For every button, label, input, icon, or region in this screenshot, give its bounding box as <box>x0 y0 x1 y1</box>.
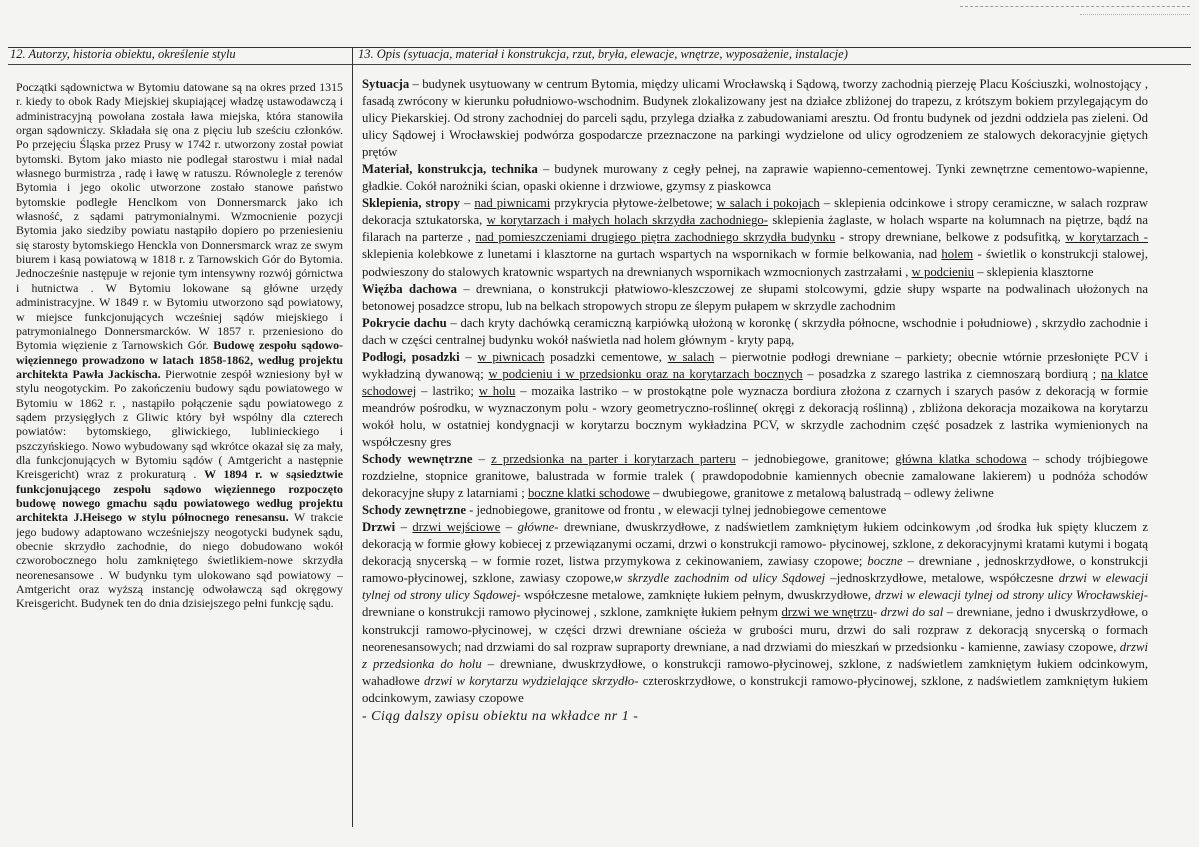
continuation-note: - Ciąg dalszy opisu obiektu na wkładce nr 1 - <box>362 708 639 724</box>
header-divider <box>353 64 1191 65</box>
desc-exterior-stairs: Schody zewnętrzne - jednobiegowe, granitowe od frontu , w elewacji tylnej jednobiegowe cementowe <box>362 503 887 518</box>
scan-artifact <box>1080 14 1190 15</box>
history-paragraph: W trakcie jego budowy adaptowano wcześniejszy neogotycki budynek sądu, obecnie skrzydło zachodnie, do niego dobudowano wokół czworobocznego holu zamkniętego świetlikiem-nowe skrzydła neorenesansowe . W budynku tym ulokowano sąd powiatowy –Amtgericht oraz wyższą instancję odwoławczą sąd okręgowy Kreisgericht. Budynek ten do dnia dzisiejszego pełni funkcję sądu. <box>16 510 343 611</box>
history-bold-paragraph: Budowę zespołu sądowo- więziennego prowadzono w latach 1858-1862, według projektu architekta Pawła Jackischa. <box>16 338 343 381</box>
history-paragraph: Początki sądownictwa w Bytomiu datowane są na okres przed 1315 r. kiedy to obok Rady Miejskiej skupiającej władzę ustawodawczą i administracyjną powołana została ława miejska, która stanowiła organ sądowniczy. Składała się ona z pięciu lub sześciu członków. Po przejęciu Śląska przez Prusy w 1742 r. utworzony został powiat bytomski. Bytom jako miasto nie podlegał starostwu i miał nadal własnego burmistrza , radę i ławę w ratuszu. Równolegle z terenów Bytomia i jego okolic utworzone zostało stanowe państwo bytomskie podległe Henclkom von Donnersmarck jako ich własność, z sądami patrymonialnymi. Wzmocnienie pozycji Bytomia jako siedziby powiatu nastąpiło dopiero po przeniesieniu się starosty bytomskiego Henckla von Donnersmarck wraz ze swym biurem i kasą powiatową w 1818 r. z Tarnowskich Gór do Bytomia. Jednocześnie następuje w rejonie tym intensywny rozwój górnictwa i hutnictwa . W Bytomiu lokowane są główne urzędy administracyjne. W 1849 r. w Bytomiu utworzono sąd powiatowy, w miejsce funkcjonujących wcześniej sądów miejskiego i patrymonialnego Donnersmarcków. W 1857 r. przeniesiono do Bytomia więzienie z Tarnowskich Gór. <box>16 80 343 353</box>
desc-vaults: Sklepienia, stropy – nad piwnicami przykrycia płytowe-żelbetowe; w salach i pokojach – sklepienia odcinkowe i stropy ceramiczne, w salach rozpraw dekoracja sztukatorska, w korytarzach i małych holach skrzydła zachodniego- sklepienia żaglaste, w holach wsparte na kolumnach na piętrze, bądź na filarach na parterze , nad pomieszczeniami drugiego piętra zachodniego skrzydła budynku - stropy drewniane, belkowe z podsufitką, w korytarzach - sklepienia kolebkowe z lunetami i klasztorne na gurtach wspartych na wspornikach w formie belkowania, nad holem - świetlik o konstrukcji stalowej, podwieszony do stalowych kratownic wspartych na drewnianych wspornikach wzmocnionych zastrzałami , w podcieniu – sklepienia klasztorne <box>362 196 1148 279</box>
section-12-header: 12. Autorzy, historia obiektu, określenie stylu <box>10 47 236 61</box>
section-13-header: 13. Opis (sytuacja, materiał i konstrukcja, rzut, bryła, elewacje, wnętrze, wyposażenie, instalacje) <box>358 47 848 61</box>
desc-interior-stairs: Schody wewnętrzne – z przedsionka na parter i korytarzach parteru – jednobiegowe, granitowe; główna klatka schodowa – schody trójbiegowe rozdzielne, stopnice granitowe, balustrada w formie tralek ( prawdopodobnie kamiennych obecnie zamalowane lakierem) u podnóża schodów dekoracyjne słupy z latarniami ; boczne klatki schodowe – dwubiegowe, granitowe z metalową balustradą – odlewy żeliwne <box>362 452 1148 501</box>
desc-roofing: Pokrycie dachu – dach kryty dachówką ceramiczną karpiówką ułożoną w koronkę ( skrzydła północne, wschodnie i południowe) , skrzydło zachodnie i dach w części centralnej budynku wokół naświetla nad holem głównym - kryty papą, <box>362 315 1148 347</box>
desc-floors: Podłogi, posadzki – w piwnicach posadzki cementowe, w salach – pierwotnie podłogi drewniane – parkiety; obecnie wtórnie przesłonięte PCV i wykładziną dywanową; w podcieniu i w przedsionku oraz na korytarzach bocznych – posadzka z szarego lastrika z ciemnoszarą bordiurą ; na klatce schodowej – lastriko; w holu – mozaika lastriko – w prostokątne pole wyznacza bordiura złożona z czarnych i szarych pasów z dekoracją w formie meandrów pośrodku, w wyznaczonym polu - wzory geometryczno-roślinne( okręgi z dekoracją roślinną) , zbliżona dekoracja mozaikowa na korytarzu wokół holu, w ostatniej kondygnacji w korytarzu bocznym wykładzina PCV, w skrzydle zachodnim część posadzek z lastrika wymienionych na współczesny gres <box>362 349 1148 449</box>
desc-situation: Sytuacja – budynek usytuowany w centrum Bytomia, między ulicami Wrocławską i Sądową, tworzy zachodnią pierzeję Placu Kościuszki, wolnostojący , fasadą zwrócony w kierunku południowo-wschodnim. Budynek zlokalizowany jest na działce zbliżonej do trapezu, z krótszym bokiem przylegającym do ulicy Piekarskiej. Od strony zachodniej do parceli sądu, przylega działka z zabudowaniami aresztu. Od frontu budynek od jezdni oddziela pas zieleni. Od ulicy Sądowej i Wrocławskiej podwórza gospodarcze przeznaczone na parkingi wydzielone od ulicy ogrodzeniem ze stalowych dekoracyjnie giętych prętów <box>362 77 1148 160</box>
desc-roof-truss: Więźba dachowa – drewniana, o konstrukcji płatwiowo-kleszczowej ze słupami stolcowymi, gdzie słupy wsparte na podwalinach ułożonych na betonowej posadzce stropu, lub na belkach stropowych stropu ze ślepym pułapem w skrzydle zachodnim <box>362 281 1148 313</box>
description-text <box>362 76 1148 828</box>
header-divider <box>8 64 352 65</box>
scan-artifact <box>960 6 1190 7</box>
column-divider <box>352 47 353 827</box>
history-paragraph: Pierwotnie zespół wzniesiony był w stylu neogotyckim. Po zakończeniu budowy sądu powiatowego w Bytomiu w 1862 r. , nastąpiło połączenie sądu powiatowego z sądem przysięgłych z Gliwic który był wspólny dla czterech powiatów: bytomskiego, gliwickiego, lublinieckiego i pszczyńskiego. Nowo wybudowany sąd wkrótce okazał się za mały, dla funkcjonujących w Bytomiu sądów ( Amtgericht a następnie Kreisgericht) wraz z prokuraturą . <box>16 366 343 482</box>
desc-material: Materiał, konstrukcja, technika – budynek murowany z cegły pełnej, na zaprawie wapienno-cementowej. Tynki zewnętrzne cementowo-wapienne, gładkie. Cokół narożniki ścian, opaski okienne i drzwiowe, gzymsy z piaskowca <box>362 162 1148 194</box>
desc-doors: Drzwi – drzwi wejściowe – główne- drewniane, dwuskrzydłowe, z nadświetlem zamkniętym łukiem odcinkowym ,od środka łuk spięty kluczem z dekoracją w formie głowy kobiecej z przewiązanymi oczami, drzwi o konstrukcji ramowo- płycinowej, szklone, z dekoracyjnymi kratami kutymi i bogatą dekoracją snycerską – w formie rozet, listwa przymykowa z cekinowaniem, zawiasy czopowe; boczne – drewniane , jednoskrzydłowe, o konstrukcji ramowo-płycinowej, szklone, zawiasy czopowe,w skrzydle zachodnim od ulicy Sądowej –jednoskrzydłowe, metalowe, współczesne drzwi w elewacji tylnej od strony ulicy Sądowej- współczesne metalowe, zamknięte łukiem pełnym, dwuskrzydłowe, drzwi w elewacji tylnej od strony ulicy Wrocławskiej-drewniane o konstrukcji ramowo płycinowej , szklone, zamknięte łukiem pełnym drzwi we wnętrzu- drzwi do sal – drewniane, jedno i dwuskrzydłowe, o konstrukcji ramowo-płycinowej, w części drzwi drewniane ościeża w grubości muru, drzwi do sali rozpraw z dekoracją snycerską o formach neorenesansowych; nad drzwiami do sal rozpraw supraporty drewniane, a nad drzwiami do mieszkań w przedsionku - kamienne, zawiasy czopowe, drzwi z przedsionka do holu – drewniane, dwuskrzydłowe, o konstrukcji ramowo-płycinowej, szklone, z nadświetlem zamkniętym łukiem odcinkowym, wahadłowe drzwi w korytarzu wydzielające skrzydło- czteroskrzydłowe, o konstrukcji ramowo-płycinowej, szklone, z nadświetlem zamkniętym łukiem odcinkowym, zawiasy czopowe <box>362 520 1148 705</box>
history-bold-paragraph: W 1894 r. w sąsiedztwie funkcjonującego zespołu sądowo więziennego rozpoczęto budowę nowego gmachu sądu powiatowego według projektu architekta J.Heisego w stylu północnego renesansu. <box>16 467 343 525</box>
history-text <box>16 80 343 730</box>
